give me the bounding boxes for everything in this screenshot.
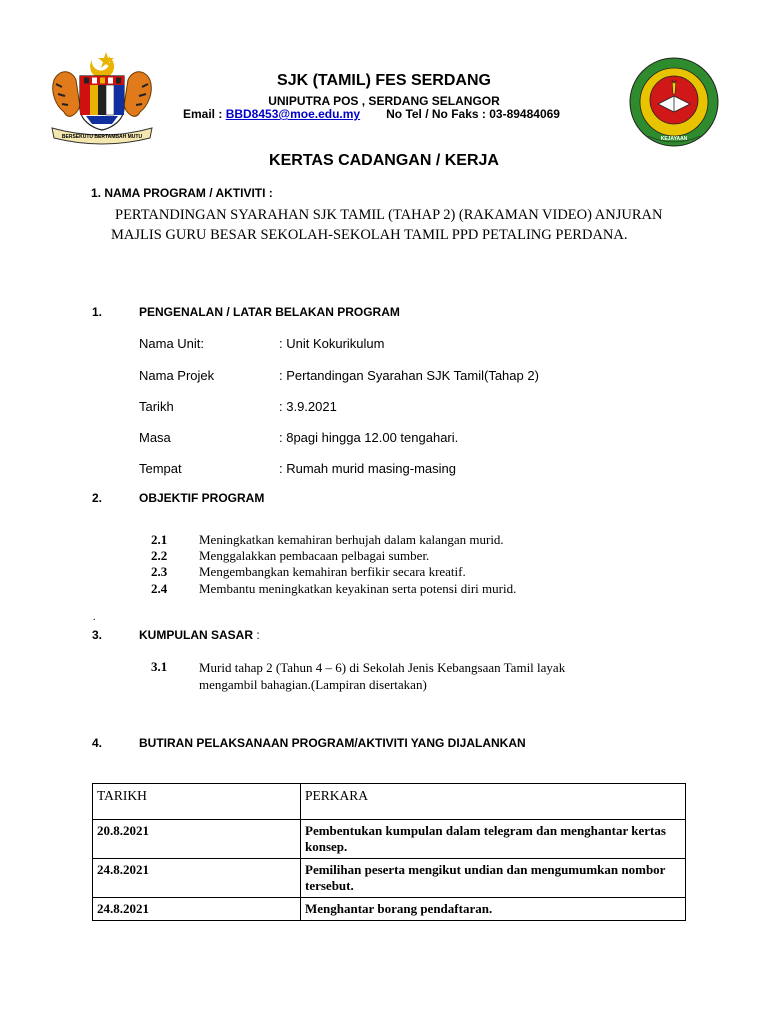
stray-period: . xyxy=(93,612,96,623)
contact-line xyxy=(183,107,560,121)
date-value: : 3.9.2021 xyxy=(279,399,337,414)
row-date: 24.8.2021 xyxy=(93,898,301,921)
school-address: UNIPUTRA POS , SERDANG SELANGOR xyxy=(268,94,500,108)
email-label: Email : xyxy=(183,107,226,121)
venue-label: Tempat xyxy=(139,461,182,476)
section-number: 2. xyxy=(92,491,103,505)
table-row xyxy=(93,859,686,898)
table-row xyxy=(93,820,686,859)
email-link[interactable]: BBD8453@moe.edu.my xyxy=(225,107,361,121)
objective-number: 2.3 xyxy=(151,564,168,579)
phone-text: No Tel / No Faks : 03-89484069 xyxy=(386,107,560,121)
objective-number: 2.1 xyxy=(151,532,168,547)
objective-text: Meningkatkan kemahiran berhujah dalam kalangan murid. xyxy=(199,532,504,547)
section-number: 1. xyxy=(92,305,103,319)
svg-text:KEJAYAAN: KEJAYAAN xyxy=(660,136,688,142)
unit-value: : Unit Kokurikulum xyxy=(279,336,385,351)
program-name-heading: 1. NAMA PROGRAM / AKTIVITI : xyxy=(91,186,273,200)
schedule-table xyxy=(92,783,686,921)
program-name-body: PERTANDINGAN SYARAHAN SJK TAMIL (TAHAP 2) (RAKAMAN VIDEO) ANJURAN MAJLIS GURU BESAR SEKOLAH-SEKOLAH TAMIL PPD PETALING PERDANA. xyxy=(111,207,663,243)
target-item-number: 3.1 xyxy=(151,659,168,674)
intro-heading: PENGENALAN / LATAR BELAKAN PROGRAM xyxy=(139,305,400,319)
table-header-row xyxy=(93,784,686,820)
time-value: : 8pagi hingga 12.00 tengahari. xyxy=(279,430,459,445)
row-item: Menghantar borang pendaftaran. xyxy=(301,898,686,921)
target-heading: KUMPULAN SASAR : xyxy=(139,628,260,642)
row-date: 24.8.2021 xyxy=(93,859,301,898)
objective-heading: OBJEKTIF PROGRAM xyxy=(139,491,265,505)
project-label: Nama Projek xyxy=(139,368,215,383)
unit-label: Nama Unit: xyxy=(139,336,205,351)
column-header-date: TARIKH xyxy=(93,784,301,820)
document-title: KERTAS CADANGAN / KERJA xyxy=(269,152,499,169)
objective-number: 2.4 xyxy=(151,581,168,596)
objective-text: Membantu meningkatkan keyakinan serta potensi diri murid. xyxy=(199,581,517,596)
row-item: Pembentukan kumpulan dalam telegram dan menghantar kertas konsep. xyxy=(301,820,686,859)
school-name: SJK (TAMIL) FES SERDANG xyxy=(277,72,491,89)
column-header-item: PERKARA xyxy=(301,784,686,820)
table-row xyxy=(93,898,686,921)
section-number: 4. xyxy=(92,736,103,750)
row-date: 20.8.2021 xyxy=(93,820,301,859)
svg-text:BERSEKUTU BERTAMBAH MUTU: BERSEKUTU BERTAMBAH MUTU xyxy=(61,134,143,140)
time-label: Masa xyxy=(139,430,171,445)
objective-text: Menggalakkan pembacaan pelbagai sumber. xyxy=(199,548,430,563)
objective-text: Mengembangkan kemahiran berfikir secara kreatif. xyxy=(199,564,466,579)
target-item-text: Murid tahap 2 (Tahun 4 – 6) di Sekolah Jenis Kebangsaan Tamil layak mengambil bahagian.(Lampiran disertakan) xyxy=(199,660,566,692)
execution-heading: BUTIRAN PELAKSANAAN PROGRAM/AKTIVITI YANG DIJALANKAN xyxy=(139,736,526,750)
venue-value: : Rumah murid masing-masing xyxy=(279,461,457,476)
section-number: 3. xyxy=(92,628,103,642)
objective-number: 2.2 xyxy=(151,548,168,563)
date-label: Tarikh xyxy=(139,399,174,414)
project-value: : Pertandingan Syarahan SJK Tamil(Tahap 2) xyxy=(279,368,539,383)
row-item: Pemilihan peserta mengikut undian dan mengumumkan nombor tersebut. xyxy=(301,859,686,898)
